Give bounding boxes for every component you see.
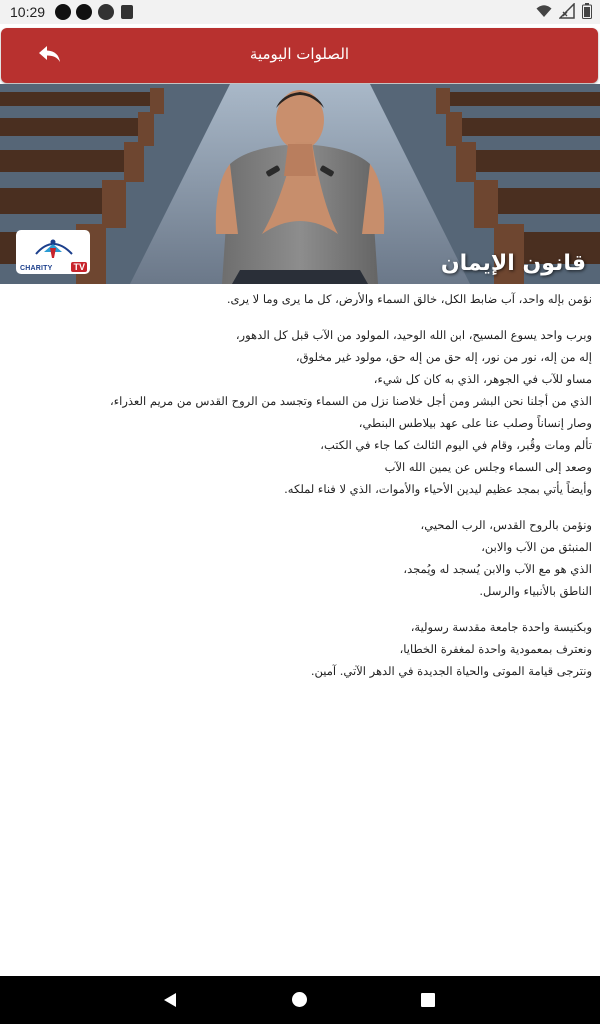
prayer-line: ونعترف بمعمودية واحدة لمغفرة الخطايا، bbox=[399, 642, 592, 656]
prayer-line: تألم ومات وقُبر، وقام في اليوم الثالث كما جاء في الكتب، bbox=[320, 438, 592, 452]
nav-recents-square-icon[interactable] bbox=[421, 993, 435, 1007]
prayer-line: وبرب واحد يسوع المسيح، ابن الله الوحيد، المولود من الآب قبل كل الدهور، bbox=[235, 328, 592, 342]
nav-back-triangle-icon[interactable] bbox=[163, 992, 177, 1008]
status-time: 10:29 bbox=[10, 4, 46, 20]
battery-icon bbox=[582, 3, 592, 19]
prayer-line: ونترجى قيامة الموتى والحياة الجديدة في الدهر الآتي. آمين. bbox=[310, 664, 592, 678]
sd-card-icon bbox=[121, 5, 133, 19]
paragraph-gap bbox=[6, 500, 592, 514]
prayer-line: وأيضاً يأتي بمجد عظيم ليدين الأحياء والأموات، الذي لا فناء لملكه. bbox=[284, 482, 592, 496]
prayer-line: الذي من أجلنا نحن البشر ومن أجل خلاصنا نزل من السماء وتجسد من الروح القدس من مريم العذراء، bbox=[110, 394, 592, 408]
prayer-text bbox=[6, 288, 592, 682]
hero-caption: قانون الإيمان bbox=[440, 251, 586, 276]
wifi-icon bbox=[536, 3, 552, 19]
reply-arrow-icon bbox=[37, 44, 63, 66]
prayer-line: نؤمن بإله واحد، آب ضابط الكل، خالق السماء والأرض، كل ما يرى وما لا يرى. bbox=[226, 292, 592, 306]
prayer-line: المنبثق من الآب والابن، bbox=[481, 540, 592, 554]
notification-dot-icon bbox=[76, 4, 92, 20]
prayer-line: وصعد إلى السماء وجلس عن يمين الله الآب bbox=[384, 460, 592, 474]
status-bar bbox=[0, 0, 600, 24]
data-saver-icon bbox=[98, 4, 114, 20]
prayer-line: وبكنيسة واحدة جامعة مقدسة رسولية، bbox=[410, 620, 592, 634]
system-nav-bar bbox=[0, 976, 600, 1024]
paragraph-gap bbox=[6, 310, 592, 324]
notification-dot-icon bbox=[55, 4, 71, 20]
prayer-line: وصار إنساناً وصلب عنا على عهد بيلاطس البنطي، bbox=[358, 416, 592, 430]
status-icons bbox=[534, 3, 592, 21]
prayer-line: ونؤمن بالروح القدس، الرب المحيي، bbox=[420, 518, 592, 532]
app-toolbar bbox=[1, 28, 598, 83]
logo-text: CHARITY bbox=[20, 265, 53, 272]
charity-tv-logo bbox=[16, 230, 90, 274]
nav-home-circle-icon[interactable] bbox=[292, 992, 307, 1007]
prayer-line: إله من إله، نور من نور، إله حق من إله حق، مولود غير مخلوق، bbox=[295, 350, 592, 364]
toolbar-title: الصلوات اليومية bbox=[249, 45, 350, 63]
logo-tv-badge: TV bbox=[73, 262, 85, 272]
prayer-line: مساو للآب في الجوهر، الذي به كان كل شيء، bbox=[373, 372, 592, 386]
back-button[interactable] bbox=[33, 40, 67, 70]
hero-image bbox=[0, 84, 600, 284]
signal-icon bbox=[559, 3, 575, 19]
prayer-line: الناطق بالأنبياء والرسل. bbox=[479, 584, 592, 598]
prayer-line: الذي هو مع الآب والابن يُسجد له ويُمجد، bbox=[403, 562, 592, 576]
paragraph-gap bbox=[6, 602, 592, 616]
